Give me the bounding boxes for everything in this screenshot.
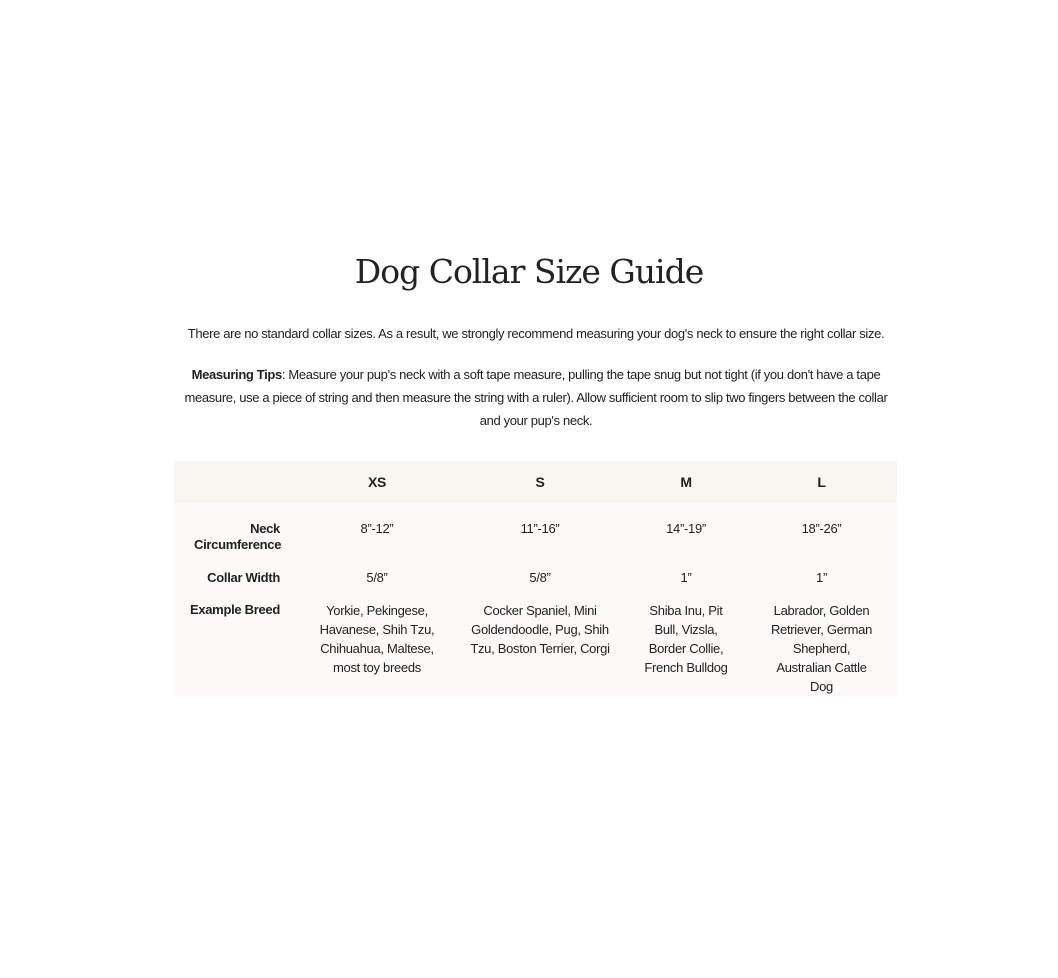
header-xs: XS bbox=[367, 474, 387, 490]
page-title: Dog Collar Size Guide bbox=[354, 252, 704, 291]
cell: 18”-26” bbox=[801, 521, 842, 536]
table-row bbox=[174, 563, 897, 601]
cell: Yorkie, Pekingese, Havanese, Shih Tzu, Chihuahua, Maltese, most toy breeds bbox=[319, 603, 435, 675]
tips-text: : Measure your pup's neck with a soft tape measure, pulling the tape snug but not tight (if you don't have a tape measure, use a piece of string and then measure the string with a ruler). Allow sufficient room to slip two fingers between the collar and your pup's neck. bbox=[184, 367, 888, 428]
table-row bbox=[174, 601, 897, 696]
table-row bbox=[174, 503, 897, 563]
measuring-tips bbox=[180, 363, 892, 432]
row-label: Example Breed bbox=[189, 602, 280, 617]
cell: 1” bbox=[816, 570, 827, 585]
cell: Shiba Inu, Pit Bull, Vizsla, Border Collie, French Bulldog bbox=[644, 603, 728, 675]
header-m: M bbox=[680, 474, 692, 490]
cell: 5/8” bbox=[366, 570, 388, 585]
intro-text: There are no standard collar sizes. As a result, we strongly recommend measuring your dog's neck to ensure the right collar size. bbox=[187, 326, 885, 341]
row-label: Collar Width bbox=[207, 570, 280, 585]
header-l: L bbox=[817, 474, 826, 490]
cell: 11”-16” bbox=[520, 521, 560, 536]
cell: 1” bbox=[680, 570, 692, 585]
header-empty bbox=[174, 461, 300, 503]
tips-label: Measuring Tips bbox=[191, 367, 282, 382]
cell: Cocker Spaniel, Mini Goldendoodle, Pug, Shih Tzu, Boston Terrier, Corgi bbox=[470, 603, 610, 656]
cell: Labrador, Golden Retriever, German Shepherd, Australian Cattle Dog bbox=[770, 603, 873, 694]
size-table bbox=[174, 461, 897, 696]
cell: 8”-12” bbox=[360, 521, 394, 536]
table-header-row bbox=[174, 461, 897, 503]
header-s: S bbox=[535, 474, 545, 490]
cell: 14”-19” bbox=[666, 521, 706, 536]
row-label: Neck Circumference bbox=[194, 521, 282, 552]
cell: 5/8” bbox=[529, 570, 551, 585]
